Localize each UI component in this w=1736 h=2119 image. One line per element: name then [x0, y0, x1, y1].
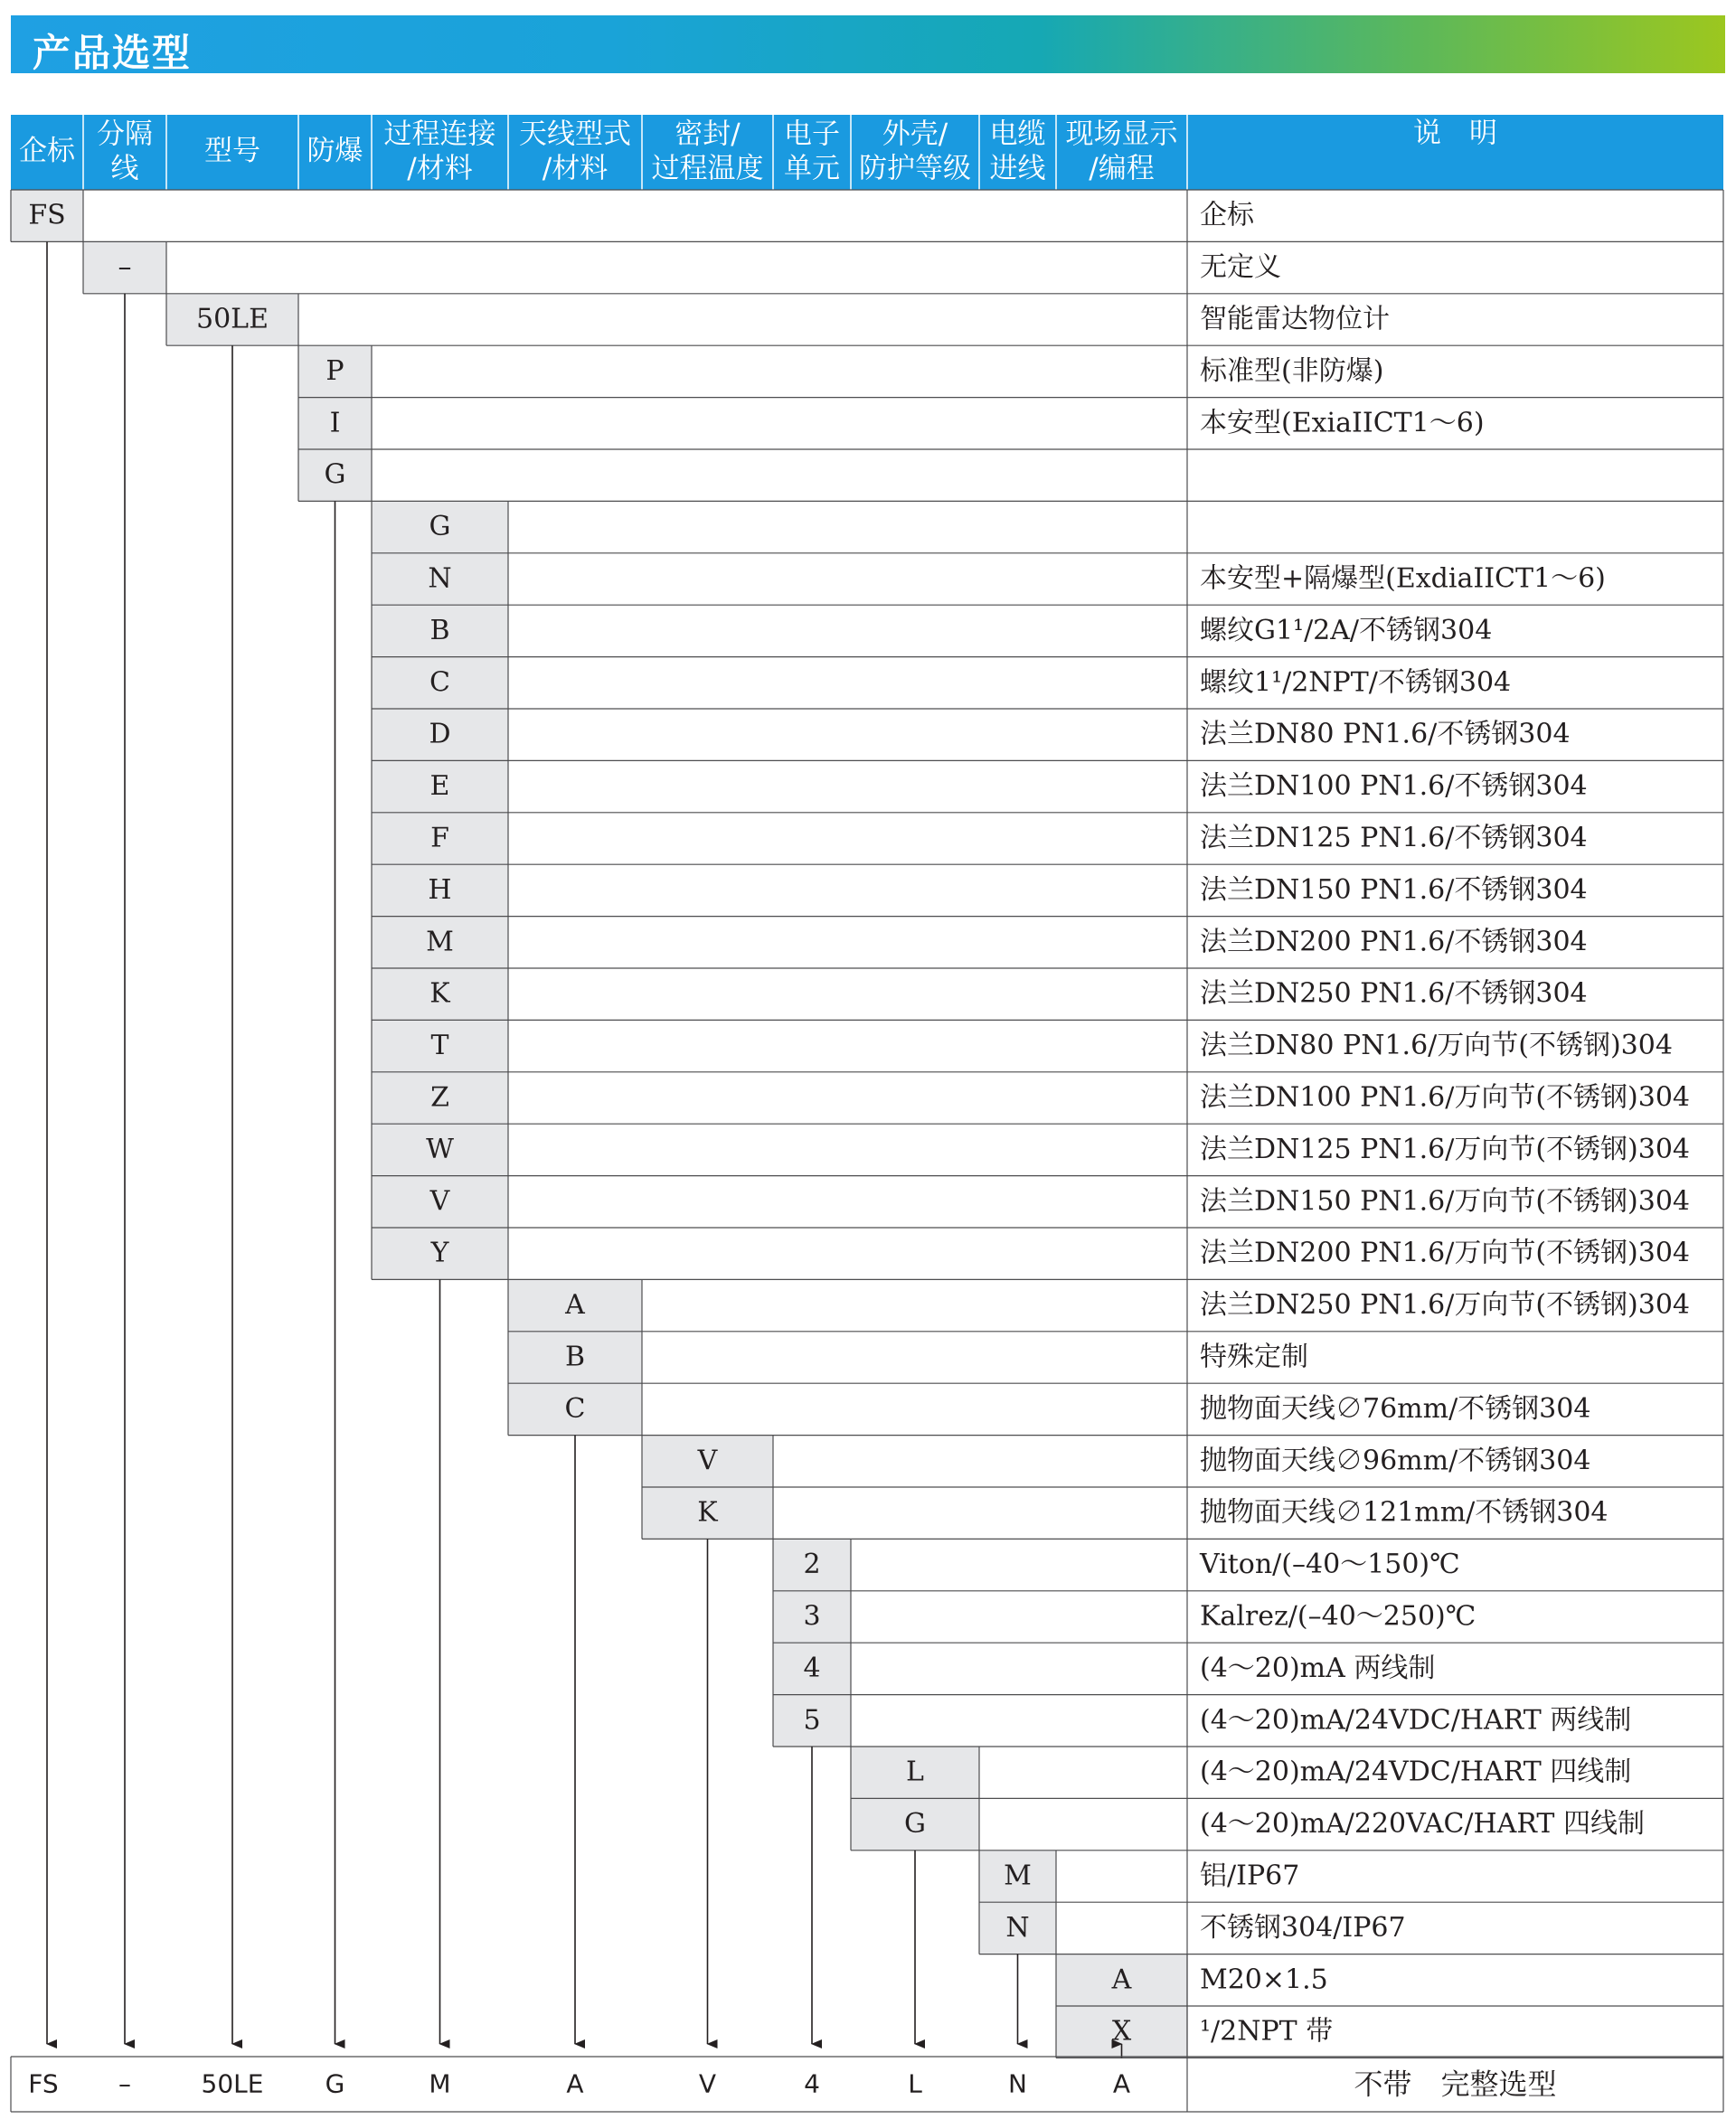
description-text: 抛物面天线∅121mm/不锈钢304 [1200, 1496, 1609, 1529]
description-text: 法兰DN80 PN1.6/万向节(不锈钢)304 [1200, 1030, 1673, 1062]
column-header-divider: 线 [110, 152, 139, 185]
option-code-process_connection: T [430, 1030, 449, 1062]
option-code-process_connection: V [429, 1185, 450, 1218]
option-code-process_connection: Z [430, 1081, 449, 1114]
description-text: 智能雷达物位计 [1200, 303, 1390, 335]
option-code-brand: FS [28, 199, 66, 231]
description-text: (4～20)mA/220VAC/HART 四线制 [1200, 1808, 1645, 1841]
option-code-electronics: 5 [803, 1704, 821, 1737]
column-header-explosion_proof: 防爆 [307, 135, 363, 167]
column-header-housing: 防护等级 [859, 152, 971, 185]
description-text: 法兰DN125 PN1.6/万向节(不锈钢)304 [1200, 1133, 1691, 1165]
description-text: 法兰DN200 PN1.6/不锈钢304 [1200, 926, 1588, 958]
column-header-display: 现场显示 [1065, 118, 1178, 151]
description-text: 法兰DN150 PN1.6/不锈钢304 [1200, 873, 1588, 906]
option-code-cable: N [1005, 1911, 1030, 1944]
description-text: 特殊定制 [1200, 1341, 1308, 1373]
column-header-cable: 电缆 [989, 118, 1046, 151]
description-text: 企标 [1200, 199, 1254, 231]
column-header-cable: 进线 [989, 152, 1046, 185]
option-code-seal: V [697, 1445, 718, 1477]
example-code-cable: N [1008, 2068, 1027, 2099]
description-text: 标准型(非防爆) [1200, 354, 1384, 387]
description-header: 说 明 [1413, 117, 1497, 150]
description-text: M20×1.5 [1200, 1964, 1328, 1996]
option-code-model: 50LE [196, 303, 269, 335]
column-header-electronics: 单元 [784, 152, 840, 185]
option-code-process_connection: D [429, 718, 451, 750]
description-text: Viton/(–40～150)℃ [1200, 1549, 1460, 1581]
description-text: ¹/2NPT 带 [1200, 2015, 1334, 2048]
column-header-antenna: /材料 [542, 152, 609, 185]
option-code-seal: K [697, 1496, 718, 1529]
option-code-process_connection: G [429, 511, 451, 543]
column-header-housing: 外壳/ [882, 118, 948, 151]
option-code-process_connection: M [426, 926, 454, 958]
example-code-electronics: 4 [804, 2068, 820, 2099]
option-code-explosion_proof: G [324, 458, 346, 491]
description-text: 本安型+隔爆型(ExdiaIICT1～6) [1200, 562, 1606, 595]
description-text: 无定义 [1200, 251, 1281, 284]
description-text: 不锈钢304/IP67 [1200, 1911, 1406, 1944]
description-text: (4～20)mA 两线制 [1200, 1652, 1436, 1684]
description-text: Kalrez/(–40～250)℃ [1200, 1600, 1477, 1633]
option-code-process_connection: W [426, 1133, 454, 1165]
description-text: 法兰DN150 PN1.6/万向节(不锈钢)304 [1200, 1185, 1691, 1218]
option-code-process_connection: N [428, 562, 452, 595]
description-text: 抛物面天线∅96mm/不锈钢304 [1200, 1445, 1591, 1477]
option-code-display: X [1111, 2015, 1132, 2048]
example-description: 不带 完整选型 [1354, 2067, 1557, 2102]
column-header-model: 型号 [204, 135, 260, 167]
example-code-seal: V [698, 2068, 717, 2099]
option-code-cable: M [1004, 1860, 1032, 1892]
option-code-explosion_proof: I [329, 407, 341, 439]
column-header-display: /编程 [1089, 152, 1155, 185]
column-header-antenna: 天线型式 [519, 118, 631, 151]
description-text: 法兰DN250 PN1.6/不锈钢304 [1200, 977, 1588, 1010]
option-code-housing: G [904, 1808, 926, 1841]
option-code-process_connection: E [429, 770, 450, 803]
description-text: 法兰DN200 PN1.6/万向节(不锈钢)304 [1200, 1237, 1691, 1269]
column-header-seal: 密封/ [675, 118, 741, 151]
example-code-process_connection: M [429, 2068, 451, 2099]
option-code-process_connection: C [429, 666, 450, 699]
column-header-seal: 过程温度 [651, 152, 764, 185]
example-code-housing: L [908, 2068, 922, 2099]
option-code-explosion_proof: P [326, 354, 344, 387]
example-code-brand: FS [28, 2068, 59, 2099]
column-header-process_connection: /材料 [407, 152, 473, 185]
column-header-brand: 企标 [19, 135, 75, 167]
description-text: (4～20)mA/24VDC/HART 两线制 [1200, 1704, 1632, 1737]
option-code-electronics: 2 [803, 1549, 821, 1581]
description-text: 抛物面天线∅76mm/不锈钢304 [1200, 1392, 1591, 1425]
option-code-process_connection: F [430, 822, 449, 854]
section-title: 产品选型 [33, 31, 193, 75]
column-header-electronics: 电子 [784, 118, 840, 151]
example-code-display: A [1112, 2068, 1131, 2099]
option-code-housing: L [906, 1756, 924, 1788]
description-text: (4～20)mA/24VDC/HART 四线制 [1200, 1756, 1632, 1788]
option-code-electronics: 4 [803, 1652, 821, 1684]
example-code-antenna: A [566, 2068, 584, 2099]
option-code-antenna: B [564, 1341, 586, 1373]
description-text: 铝/IP67 [1200, 1860, 1300, 1892]
description-text: 法兰DN80 PN1.6/不锈钢304 [1200, 718, 1571, 750]
description-text: 法兰DN125 PN1.6/不锈钢304 [1200, 822, 1588, 854]
description-text: 本安型(ExiaIICT1～6) [1200, 407, 1485, 439]
option-code-antenna: C [564, 1392, 586, 1425]
column-header-divider: 分隔 [97, 118, 153, 151]
option-code-antenna: A [565, 1289, 585, 1322]
option-code-process_connection: Y [430, 1237, 449, 1269]
example-code-model: 50LE [201, 2068, 264, 2099]
option-code-process_connection: B [429, 614, 450, 646]
description-text: 螺纹G1¹/2A/不锈钢304 [1200, 614, 1493, 646]
option-code-process_connection: K [429, 977, 450, 1010]
option-code-display: A [1111, 1964, 1132, 1996]
column-header-process_connection: 过程连接 [383, 118, 496, 151]
example-code-divider: – [118, 2068, 131, 2099]
example-code-explosion_proof: G [325, 2068, 345, 2099]
description-text: 法兰DN100 PN1.6/万向节(不锈钢)304 [1200, 1081, 1691, 1114]
option-code-electronics: 3 [803, 1600, 821, 1633]
description-text: 螺纹1¹/2NPT/不锈钢304 [1200, 666, 1512, 699]
option-code-process_connection: H [428, 873, 452, 906]
description-text: 法兰DN250 PN1.6/万向节(不锈钢)304 [1200, 1289, 1691, 1322]
option-code-divider: – [118, 251, 132, 284]
description-text: 法兰DN100 PN1.6/不锈钢304 [1200, 770, 1588, 803]
